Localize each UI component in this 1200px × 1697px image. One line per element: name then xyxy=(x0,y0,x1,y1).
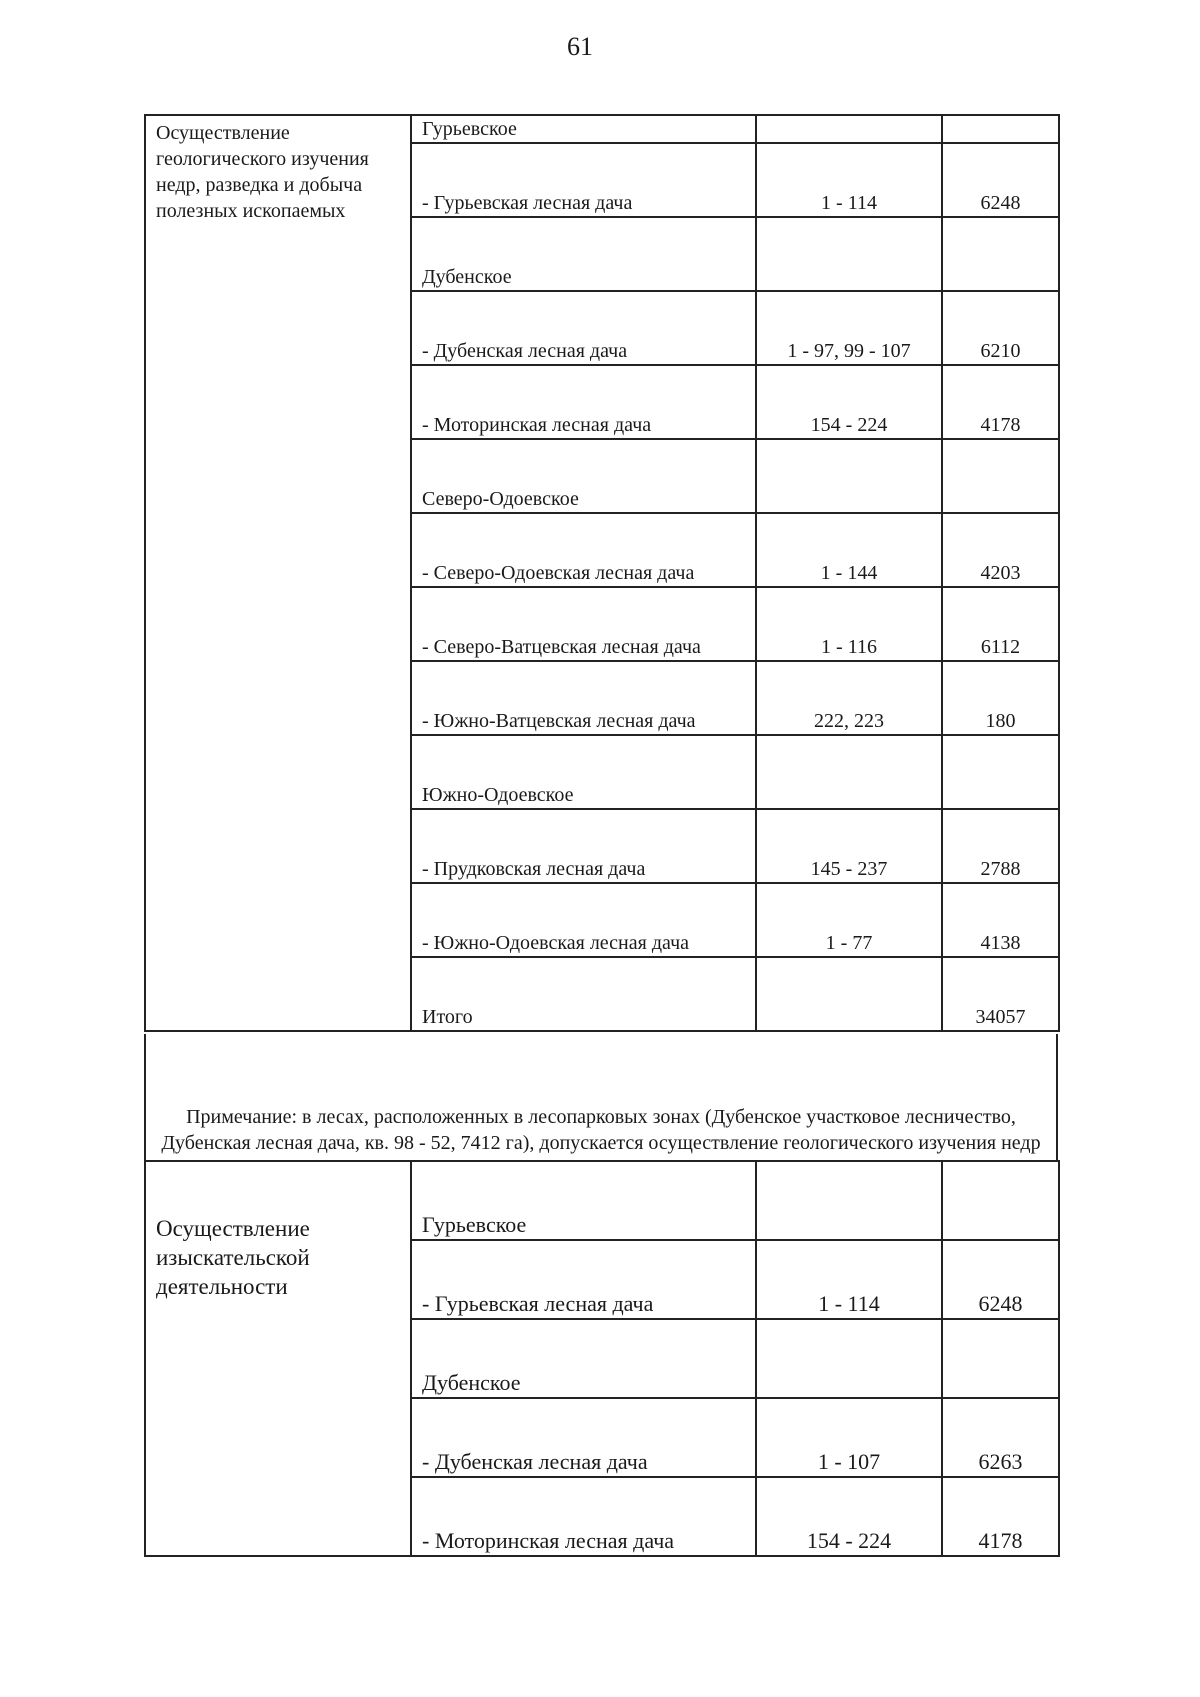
area-cell: 2788 xyxy=(942,809,1059,883)
quarters-cell: 1 - 97, 99 - 107 xyxy=(756,291,942,365)
activity-cell: Осуществление изыскательской деятельности xyxy=(145,1161,411,1556)
quarters-cell: 154 - 224 xyxy=(756,1477,942,1556)
quarters-cell xyxy=(756,439,942,513)
quarters-cell xyxy=(756,1319,942,1398)
forestry-name-cell: Северо-Одоевское xyxy=(411,439,756,513)
forestry-name-cell: - Южно-Одоевская лесная дача xyxy=(411,883,756,957)
activity-cell: Осуществление геологического изучения недр, разведка и добыча полезных ископаемых xyxy=(145,115,411,1031)
area-cell: 4178 xyxy=(942,365,1059,439)
area-cell xyxy=(942,1161,1059,1240)
forestry-name-cell: Южно-Одоевское xyxy=(411,735,756,809)
area-cell xyxy=(942,735,1059,809)
forestry-name-cell: - Южно-Ватцевская лесная дача xyxy=(411,661,756,735)
area-cell xyxy=(942,439,1059,513)
forestry-name-cell: - Северо-Ватцевская лесная дача xyxy=(411,587,756,661)
area-cell xyxy=(942,1319,1059,1398)
page-number: 61 xyxy=(567,32,593,61)
forestry-name-cell: - Моторинская лесная дача xyxy=(411,365,756,439)
note-text: Примечание: в лесах, расположенных в лесопарковых зонах (Дубенское участковое лесничество, Дубенская лесная дача, кв. 98 - 52, 7412 га), допускается осуществление геологического изучения недр xyxy=(161,1106,1041,1154)
total-label-cell: Итого xyxy=(411,957,756,1031)
quarters-cell xyxy=(756,115,942,143)
forestry-name-cell: Дубенское xyxy=(411,217,756,291)
quarters-cell xyxy=(756,735,942,809)
forestry-name-cell: - Гурьевская лесная дача xyxy=(411,143,756,217)
forestry-name-cell: - Моторинская лесная дача xyxy=(411,1477,756,1556)
quarters-cell: 1 - 77 xyxy=(756,883,942,957)
quarters-cell: 222, 223 xyxy=(756,661,942,735)
forestry-name-cell: Дубенское xyxy=(411,1319,756,1398)
forestry-name-cell: Гурьевское xyxy=(411,115,756,143)
quarters-cell: 154 - 224 xyxy=(756,365,942,439)
forestry-name-cell: - Гурьевская лесная дача xyxy=(411,1240,756,1319)
area-cell xyxy=(942,115,1059,143)
total-area-cell: 34057 xyxy=(942,957,1059,1031)
table-row xyxy=(145,1161,1059,1240)
area-cell: 6210 xyxy=(942,291,1059,365)
quarters-cell xyxy=(756,217,942,291)
forestry-name-cell: - Дубенская лесная дача xyxy=(411,291,756,365)
forestry-name-cell: - Прудковская лесная дача xyxy=(411,809,756,883)
quarters-cell: 1 - 114 xyxy=(756,1240,942,1319)
area-cell: 6112 xyxy=(942,587,1059,661)
quarters-cell xyxy=(756,1161,942,1240)
quarters-cell: 1 - 114 xyxy=(756,143,942,217)
area-cell xyxy=(942,217,1059,291)
note-box xyxy=(144,1034,1058,1160)
forest-areas-table-survey xyxy=(144,1160,1060,1557)
area-cell: 6248 xyxy=(942,1240,1059,1319)
area-cell: 4178 xyxy=(942,1477,1059,1556)
forestry-name-cell: - Северо-Одоевская лесная дача xyxy=(411,513,756,587)
forestry-name-cell: - Дубенская лесная дача xyxy=(411,1398,756,1477)
area-cell: 6263 xyxy=(942,1398,1059,1477)
quarters-cell xyxy=(756,957,942,1031)
forest-areas-table-geological xyxy=(144,114,1060,1032)
area-cell: 180 xyxy=(942,661,1059,735)
area-cell: 6248 xyxy=(942,143,1059,217)
table-row xyxy=(145,115,1059,143)
quarters-cell: 1 - 107 xyxy=(756,1398,942,1477)
forestry-name-cell: Гурьевское xyxy=(411,1161,756,1240)
quarters-cell: 1 - 144 xyxy=(756,513,942,587)
quarters-cell: 145 - 237 xyxy=(756,809,942,883)
quarters-cell: 1 - 116 xyxy=(756,587,942,661)
area-cell: 4138 xyxy=(942,883,1059,957)
area-cell: 4203 xyxy=(942,513,1059,587)
